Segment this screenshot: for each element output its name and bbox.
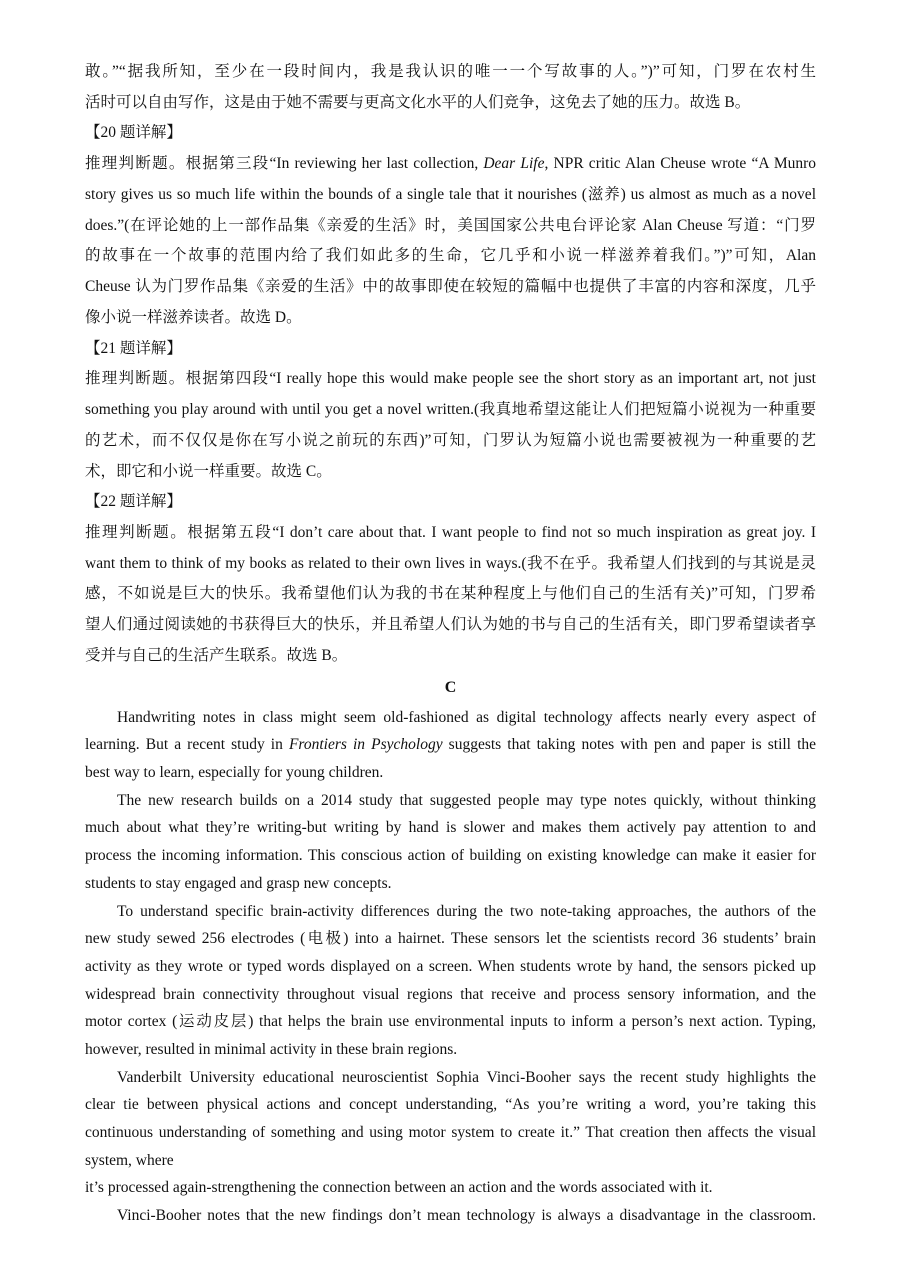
text-line: continuous understanding of something and using motor system to create it.” That creation then affects the visual <box>85 1124 816 1141</box>
passage-paragraph-3 <box>85 898 816 1064</box>
text-line: 感，不如说是巨大的快乐。我希望他们认为我的书在某种程度上与他们自己的生活有关)”可知，门罗希 <box>85 585 816 603</box>
text-line: Handwriting notes in class might seem old-fashioned as digital technology affects nearly every aspect of <box>117 708 816 726</box>
passage-paragraph-4-continuation <box>85 1174 816 1202</box>
text-line: 望人们通过阅读她的书获得巨大的快乐，并且希望人们认为她的书与自己的生活有关，即门罗希望读者享 <box>85 616 816 634</box>
text-line: motor cortex (运动皮层) that helps the brain use environmental inputs to inform a person’s next action. Typing, <box>85 1013 816 1031</box>
text-line: it’s processed again-strengthening the connection between an action and the words associated with it. <box>85 1179 713 1197</box>
text-line: however, resulted in minimal activity in these brain regions. <box>85 1040 458 1058</box>
text-line: widespread brain connectivity throughout visual regions that receive and process sensory information, and the <box>85 985 816 1003</box>
text-line: something you play around with until you get a novel written.(我真地希望这能让人们把短篇小说视为一种重要 <box>85 401 816 419</box>
page-content <box>85 57 816 1230</box>
text-line: system, where <box>85 1151 174 1169</box>
text-line: process the incoming information. This conscious action of building on existing knowledge can make it easier for <box>85 847 816 865</box>
text-line: best way to learn, especially for young children. <box>85 764 384 782</box>
text-line: want them to think of my books as related to their own lives in ways.(我不在乎。我希望人们找到的与其说是灵 <box>85 554 816 572</box>
text-line: Vanderbilt University educational neuroscientist Sophia Vinci-Booher says the recent study highlights the <box>117 1068 816 1086</box>
q20-explanation <box>85 149 816 333</box>
text-line: 像小说一样滋养读者。故选 D。 <box>85 308 302 326</box>
answer-explanations <box>85 57 816 672</box>
text-line: 受并与自己的生活产生联系。故选 B。 <box>85 646 348 664</box>
text-line: story gives us so much life within the bounds of a single tale that it nourishes (滋养) us almost as much as a novel <box>85 185 816 203</box>
text-line: 的艺术，而不仅仅是你在写小说之前玩的东西)”可知，门罗认为短篇小说也需要被视为一种重要的艺 <box>85 431 816 449</box>
passage-paragraph-5 <box>85 1202 816 1230</box>
text-line <box>85 149 816 180</box>
text-line: Vinci-Booher notes that the new findings don’t mean technology is always a disadvantage in the classroom. <box>117 1207 816 1225</box>
text-line: does.”(在评论她的上一部作品集《亲爱的生活》时，美国国家公共电台评论家 Alan Cheuse 写道：“门罗 <box>85 216 816 234</box>
passage-c-title: C <box>444 678 457 696</box>
answer-19-continuation <box>85 57 816 118</box>
text-line: 术，即它和小说一样重要。故选 C。 <box>85 462 332 480</box>
text-segment: 推理判断题。根据第三段“In reviewing her last collection, <box>85 155 484 173</box>
text-line: students to stay engaged and grasp new concepts. <box>85 874 392 892</box>
text-line <box>85 731 816 759</box>
q21-heading: 【21 题详解】 <box>85 339 182 357</box>
text-line: activity as they wrote or typed words displayed on a screen. When students wrote by hand, the sensors picked up <box>85 957 816 975</box>
text-line: clear tie between physical actions and concept understanding, “As you’re writing a word, you’re taking this <box>85 1096 816 1114</box>
passage-paragraph-1 <box>85 704 816 787</box>
q22-heading: 【22 题详解】 <box>85 493 182 511</box>
q20-heading: 【20 题详解】 <box>85 124 182 142</box>
text-line: much about what they’re writing-but writing by hand is slower and makes them actively pay attention to and <box>85 819 816 837</box>
text-line: The new research builds on a 2014 study that suggested people may type notes quickly, without thinking <box>117 791 816 809</box>
italic-journal-name: Frontiers in Psychology <box>288 736 443 754</box>
passage-c-body <box>85 704 816 1230</box>
text-line: 推理判断题。根据第四段“I really hope this would make people see the short story as an important art, not just <box>85 370 816 388</box>
q22-explanation <box>85 518 816 672</box>
text-line: new study sewed 256 electrodes (电极) into a hairnet. These sensors let the scientists record 36 students’ brain <box>85 930 816 948</box>
text-segment: suggests that taking notes with pen and paper is still the <box>442 736 816 754</box>
italic-title: Dear Life <box>483 155 545 173</box>
passage-paragraph-2 <box>85 787 816 898</box>
text-line: To understand specific brain-activity differences during the two note-taking approaches, the authors of the <box>117 902 816 920</box>
q21-explanation <box>85 364 816 487</box>
text-line: 活时可以自由写作，这是由于她不需要与更高文化水平的人们竞争，这免去了她的压力。故选 B。 <box>85 93 751 111</box>
text-segment: , NPR critic Alan Cheuse wrote “A Munro <box>544 155 816 173</box>
text-segment: learning. But a recent study in <box>85 736 289 754</box>
text-line: 推理判断题。根据第五段“I don’t care about that. I want people to find not so much inspiration as great joy. I <box>85 524 816 542</box>
text-line: 的故事在一个故事的范围内给了我们如此多的生命，它几乎和小说一样滋养着我们。”)”可知，Alan <box>85 247 816 265</box>
passage-paragraph-4 <box>85 1064 816 1175</box>
text-line: Cheuse 认为门罗作品集《亲爱的生活》中的故事即使在较短的篇幅中也提供了丰富的内容和深度，几乎 <box>85 278 816 296</box>
text-line: 敢。”“据我所知，至少在一段时间内，我是我认识的唯一一个写故事的人。”)”可知，门罗在农村生 <box>85 63 816 80</box>
